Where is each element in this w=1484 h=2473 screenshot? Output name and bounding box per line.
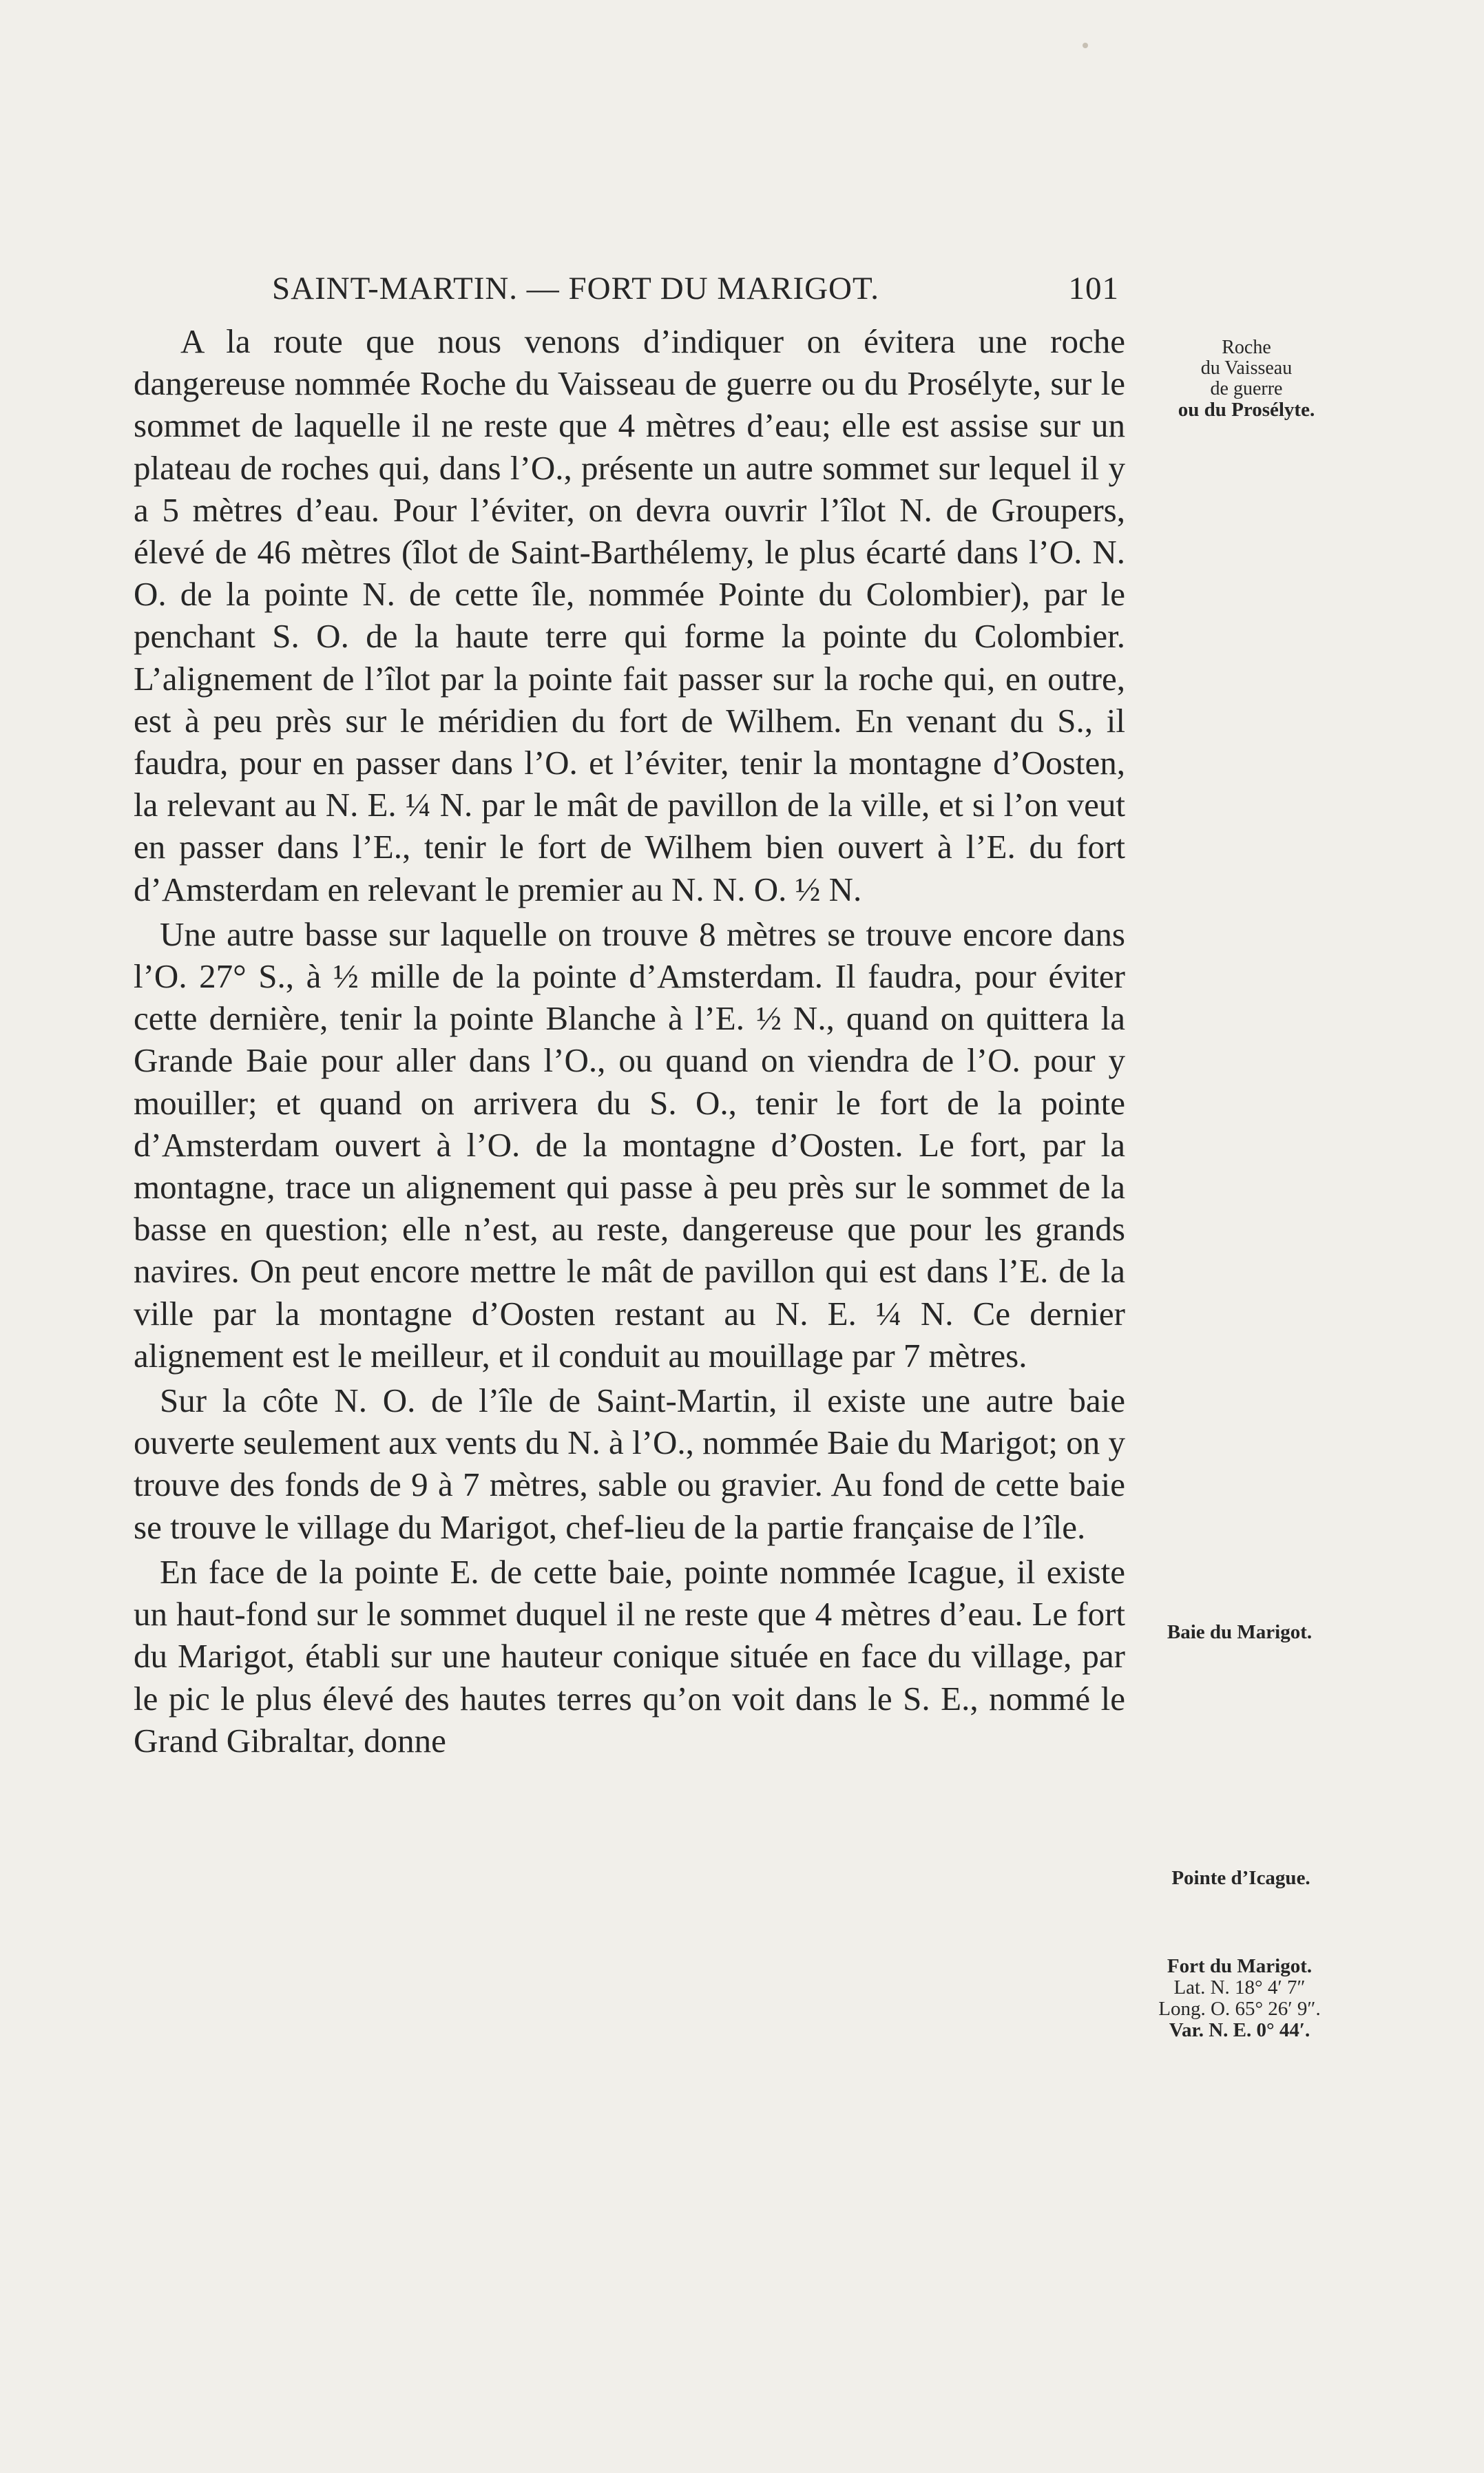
margin-note-fort-line: Long. O. 65° 26′ 9″.: [1158, 1998, 1321, 2020]
margin-note-roche: [1143, 337, 1350, 420]
page-header: [272, 270, 1126, 311]
margin-note-roche-line: du Vaisseau: [1200, 357, 1293, 379]
margin-note-fort-line: Lat. N. 18° 4′ 7″: [1173, 1976, 1306, 1999]
margin-note-fort-line: Fort du Marigot.: [1167, 1955, 1313, 1977]
margin-note-fort-line: Var. N. E. 0° 44′.: [1169, 2019, 1310, 2041]
margin-note-roche-line: ou du Prosélyte.: [1178, 399, 1315, 421]
paragraph-autre-basse: Une autre basse sur laquelle on trouve 8 mètres se trouve encore dans l’O. 27° S., à ½ mille de la pointe d’Amsterdam. Il faudra, pour éviter cette dernière, tenir la pointe Blanche à l’E. ½ N., quand on quittera la Grande Baie pour aller dans l’O., ou quand on viendra de l’O. pour y mouiller; et quand on arrivera du S. O., tenir le fort de la pointe d’Amsterdam ouvert à l’O. de la montagne d’Oosten. Le fort, par la montagne, trace un alignement qui passe à peu près sur le sommet de la basse en question; elle n’est, au reste, dangereuse que pour les grands navires. On peut encore mettre le mât de pavillon qui est dans l’E. de la ville par la montagne d’Oosten restant au N. E. ¼ N. Ce dernier alignement est le meilleur, et il conduit au mouillage par 7 mètres.: [134, 915, 1125, 1375]
margin-note-baie-text: Baie du Marigot.: [1167, 1621, 1313, 1643]
paragraph-pointe-icague: En face de la pointe E. de cette baie, pointe nommée Icague, il existe un haut-fond sur le sommet duquel il ne reste que 4 mètres d’eau. Le fort du Marigot, établi sur une hauteur conique située en face du village, par le pic le plus élevé des hautes terres qu’on voit dans le S. E., nommé le Grand Gibraltar, donne: [134, 1552, 1125, 1760]
main-text-column: [134, 320, 1125, 1764]
margin-note-icague-text: Pointe d’Icague.: [1171, 1867, 1310, 1889]
margin-note-icague: [1138, 1868, 1344, 1888]
paragraph-baie-marigot: Sur la côte N. O. de l’île de Saint-Martin, il existe une autre baie ouverte seulement aux vents du N. à l’O., nommée Baie du Marigot; on y trouve des fonds de 9 à 7 mètres, sable ou gravier. Au fond de cette baie se trouve le village du Marigot, chef-lieu de la partie française de l’île.: [134, 1381, 1125, 1546]
page-number: 101: [1068, 271, 1119, 306]
running-title: SAINT-MARTIN. — FORT DU MARIGOT.: [272, 271, 879, 306]
paragraph-roche-vaisseau: A la route que nous venons d’indiquer on évitera une roche dangereuse nommée Roche du Vaisseau de guerre ou du Prosélyte, sur le sommet de laquelle il ne reste que 4 mètres d’eau; elle est assise sur un plateau de roches qui, dans l’O., présente un autre sommet sur lequel il y a 5 mètres d’eau. Pour l’éviter, on devra ouvrir l’îlot N. de Groupers, élevé de 46 mètres (îlot de Saint-Barthélemy, le plus écarté dans l’O. N. O. de la pointe N. de cette île, nommée Pointe du Colombier), par le penchant S. O. de la haute terre qui forme la pointe du Colombier. L’alignement de l’îlot par la pointe fait passer sur la roche qui, en outre, est à peu près sur le méridien du fort de Wilhem. En venant du S., il faudra, pour en passer dans l’O. et l’éviter, tenir la montagne d’Oosten, la relevant au N. E. ¼ N. par le mât de pavillon de la ville, et si l’on veut en passer dans l’E., tenir le fort de Wilhem bien ouvert à l’E. du fort d’Amsterdam en relevant le premier au N. N. O. ½ N.: [134, 322, 1125, 908]
margin-note-fort: [1129, 1956, 1350, 2041]
margin-note-baie: [1129, 1622, 1350, 1642]
margin-note-roche-line: Roche: [1222, 337, 1271, 358]
margin-note-roche-line: de guerre: [1210, 378, 1283, 399]
paper-spot: [1083, 43, 1088, 48]
